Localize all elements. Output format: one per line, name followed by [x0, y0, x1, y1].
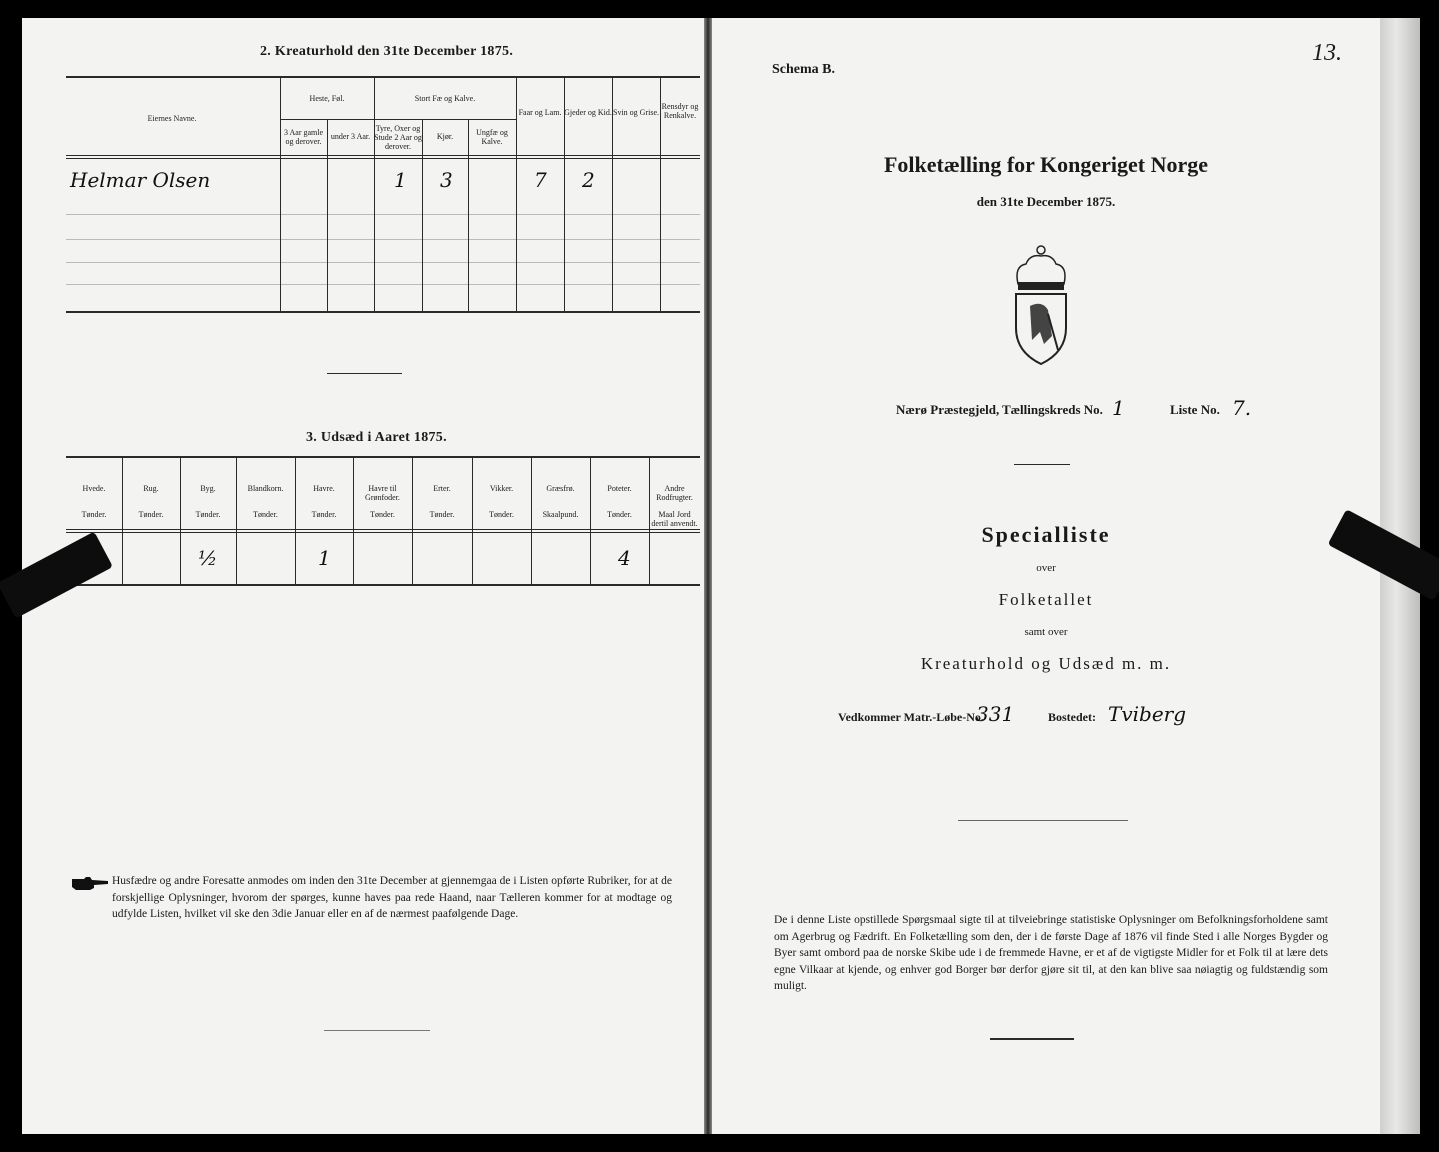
matr-label: Vedkommer Matr.-Løbe-No.	[838, 710, 984, 724]
header-svin: Svin og Grise.	[613, 108, 659, 117]
value-poteter: 4	[618, 546, 631, 570]
over-label: over	[1036, 562, 1056, 574]
table-rule	[66, 262, 700, 263]
seed-header-label: Andre Rodfrugter.	[656, 484, 693, 502]
separator	[958, 820, 1128, 821]
header-heste-b: under 3 Aar.	[330, 132, 371, 141]
book-gutter	[704, 18, 712, 1134]
header-gjeder: Gjeder og Kid.	[564, 108, 612, 117]
table-divider	[295, 458, 296, 584]
seed-header-label: Blandkorn.	[247, 484, 284, 493]
seed-header-unit: Tønder.	[253, 510, 278, 519]
footnote-text: De i denne Liste opstillede Spørgsmaal sigte til at tilveiebringe statistiske Oplysninger om Befolkningsforholdene samt om Agerbrug og Fædrift. En Folketælling som den, der i de første Dage af 1876 vil finde Sted i alle Norges Bygder og Byer samt ombord paa de norske Skibe ude i de fremmede Havne, er et af de vigtigste Midler for et Folk til at lære dets egne Vilkaar at kjende, og enhver god Borger bør derfor gjøre sit til, at den kan blive saa nøiagtig og fuldstændig som muligt.	[774, 914, 1328, 992]
table-divider	[531, 458, 532, 584]
seed-header-unit: Maal Jord dertil anvendt.	[651, 510, 698, 528]
seed-header-unit: Tønder.	[607, 510, 632, 519]
seed-header-label: Erter.	[433, 484, 451, 493]
matr-value: 331	[976, 702, 1015, 726]
main-title: Folketælling for Kongeriget Norge	[883, 152, 1209, 177]
seed-header-label: Græsfrø.	[546, 484, 575, 493]
specialliste-title: Specialliste	[981, 522, 1111, 547]
district-value: 1	[1112, 396, 1125, 420]
list-value: 7.	[1232, 396, 1252, 420]
right-page	[712, 18, 1380, 1134]
separator	[1014, 464, 1070, 465]
folketallet-label: Folketallet	[998, 590, 1094, 609]
bosted-label: Bostedet:	[1048, 710, 1096, 724]
seed-header-unit: Tønder.	[81, 510, 107, 519]
table-rule	[66, 532, 700, 533]
seed-header-unit: Skaalpund.	[542, 510, 579, 519]
district-label: Tællingskreds No.	[1002, 402, 1103, 417]
table-divider	[327, 119, 328, 311]
seed-header-unit: Tønder.	[195, 510, 221, 519]
table-divider	[412, 458, 413, 584]
header-owner: Eiernes Navne.	[147, 114, 197, 123]
owner-name: Helmar Olsen	[70, 168, 211, 192]
date-line: den 31te December 1875.	[976, 194, 1116, 209]
table-divider	[472, 458, 473, 584]
value-havre: 1	[318, 546, 331, 570]
table-divider	[180, 458, 181, 584]
value-gjeder: 2	[582, 168, 595, 192]
value-byg: ½	[198, 546, 218, 570]
seed-header-label: Poteter.	[607, 484, 632, 493]
kreaturhold-label: Kreaturhold og Udsæd m. m.	[920, 654, 1172, 673]
table-rule	[66, 76, 700, 78]
left-page	[22, 18, 704, 1134]
seed-header-label: Hvede.	[82, 484, 106, 493]
seed-header-label: Rug.	[143, 484, 159, 493]
header-faar: Faar og Lam.	[518, 108, 562, 117]
header-stort: Stort Fæ og Kalve.	[414, 94, 476, 103]
table-rule	[66, 155, 700, 156]
header-rensdyr: Rensdyr og Renkalve.	[661, 102, 699, 120]
pointing-hand-icon	[70, 875, 110, 893]
table-divider	[236, 458, 237, 584]
table-rule	[66, 529, 700, 530]
table-divider	[280, 78, 281, 311]
value-faar: 7	[534, 168, 547, 192]
table-divider	[468, 119, 469, 311]
seed-header-unit: Tønder.	[370, 510, 395, 519]
table-rule	[66, 214, 700, 215]
seed-header-unit: Tønder.	[489, 510, 514, 519]
coat-of-arms-icon	[1008, 244, 1074, 366]
section2-title: 2. Kreaturhold den 31te December 1875.	[260, 44, 514, 59]
seed-header-unit: Tønder.	[138, 510, 164, 519]
header-heste: Heste, Føl.	[309, 94, 345, 103]
table-divider	[422, 119, 423, 311]
seed-header-label: Vikker.	[489, 484, 514, 493]
table-rule	[66, 456, 700, 458]
header-heste-a: 3 Aar gamle og derover.	[283, 128, 324, 146]
parish-label: Nærø Præstegjeld,	[896, 402, 1000, 417]
seed-header-unit: Tønder.	[429, 510, 455, 519]
seed-header-label: Havre til Grønfoder.	[365, 484, 400, 502]
value-ungfae: 3	[440, 168, 453, 192]
table-rule	[66, 311, 700, 313]
table-divider	[353, 458, 354, 584]
seed-header-label: Havre.	[313, 484, 335, 493]
header-stort-a: Tyre, Oxer og Stude 2 Aar og derover.	[374, 124, 422, 151]
table-rule	[66, 284, 700, 285]
schema-label: Schema B.	[772, 62, 835, 77]
seed-header-label: Byg.	[200, 484, 216, 493]
table-divider	[590, 458, 591, 584]
table-rule	[66, 239, 700, 240]
bosted-value: Tviberg	[1108, 702, 1187, 726]
value-kjor: 1	[394, 168, 407, 192]
table-divider	[122, 458, 123, 584]
separator	[324, 1030, 430, 1031]
seed-header-unit: Tønder.	[311, 510, 337, 519]
separator	[990, 1038, 1074, 1040]
header-stort-c: Ungfæ og Kalve.	[476, 128, 508, 146]
table-rule	[66, 158, 700, 159]
page-number: 13.	[1312, 40, 1342, 66]
samt-over-label: samt over	[1024, 626, 1068, 638]
section3-title: 3. Udsæd i Aaret 1875.	[306, 430, 447, 445]
table-divider	[374, 78, 375, 311]
separator	[327, 373, 402, 374]
table-rule	[374, 119, 516, 120]
notice-text: Husfædre og andre Foresatte anmodes om inden den 31te December at gjennemgaa de i Listen opførte Rubriker, for at de forskjellige Oplysninger, hvorom der spørges, kunne haves paa rede Haand, naar Tælleren kommer for at modtage og udfylde Listen, hvilket vil ske den 3die Januar eller en af de nærmest paafølgende Dage.	[112, 875, 672, 920]
table-rule	[66, 584, 700, 586]
header-stort-b: Kjør.	[436, 132, 454, 141]
list-label: Liste No.	[1170, 402, 1220, 417]
